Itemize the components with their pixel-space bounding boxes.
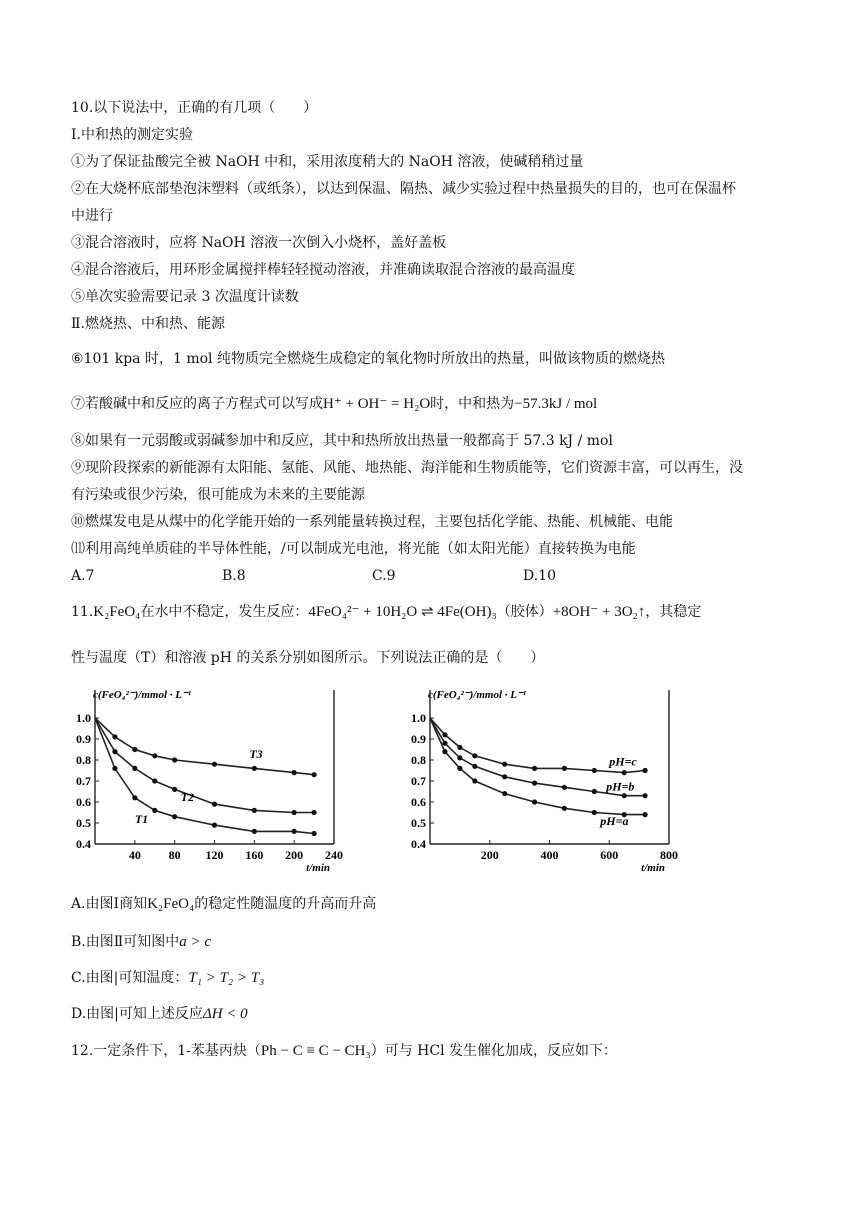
data-point <box>502 762 507 767</box>
y-tick-label: 0.8 <box>76 753 91 767</box>
data-point <box>562 766 567 771</box>
data-point <box>532 799 537 804</box>
data-point <box>442 732 447 737</box>
q11-stem-2: 性与温度（T）和溶液 pH 的关系分别如图所示。下列说法正确的是（ ） <box>71 650 545 666</box>
q10-stem: 10.以下说法中，正确的有几项（ ） <box>71 100 318 116</box>
x-tick-label: 240 <box>325 848 343 862</box>
data-point <box>442 741 447 746</box>
chart-ph <box>395 680 695 880</box>
x-axis-title: t/min <box>641 862 665 874</box>
q11-compound: K₂FeO₄ <box>93 604 141 620</box>
y-tick-label: 0.6 <box>411 795 426 809</box>
series-label: T3 <box>249 746 263 761</box>
data-point <box>172 787 177 792</box>
data-point <box>112 766 117 771</box>
q11-opt-c-pre: C.由图|可知温度： <box>71 970 189 986</box>
data-point <box>132 795 137 800</box>
data-point <box>532 766 537 771</box>
series-label: pH=c <box>609 754 637 769</box>
x-tick-label: 160 <box>245 848 264 862</box>
data-point <box>457 745 462 750</box>
q12-formula: Ph − C ≡ C − CH₃ <box>260 1043 371 1059</box>
q10-statement-8: ⑧如果有一元弱酸或弱碱参加中和反应，其中和热所放出热量一般都高于 57.3 kJ / mol <box>71 433 613 449</box>
q10-statement-2a: ②在大烧杯底部垫泡沫塑料（或纸条），以达到保温、隔热、减少实验过程中热量损失的目的，也可在保温杯 <box>71 181 736 197</box>
y-tick-label: 0.5 <box>76 816 91 830</box>
data-point <box>172 757 177 762</box>
data-point <box>457 766 462 771</box>
q10-section-1: Ⅰ.中和热的测定实验 <box>71 127 193 143</box>
series-label: T1 <box>134 812 149 826</box>
data-point <box>292 829 297 834</box>
q10-option-d: D.10 <box>523 568 556 584</box>
q11-equation: 4FeO₄²⁻ + 10H₂O ⇌ 4Fe(OH)₃ <box>308 604 497 620</box>
data-point <box>292 770 297 775</box>
q11-equation-2: +8OH⁻ + 3O₂↑ <box>552 604 646 620</box>
q11-stem <box>71 602 701 622</box>
data-point <box>562 785 567 790</box>
y-axis-title: c(FeO₄²⁻)/mmol · L⁻¹ <box>93 689 192 701</box>
q11-option-b <box>71 932 211 952</box>
y-tick-label: 0.8 <box>411 753 426 767</box>
q12-stem <box>71 1041 617 1061</box>
q12-stem-pre: 12.一定条件下，1-苯基丙炔（ <box>71 1043 261 1059</box>
x-tick-label: 40 <box>128 848 141 862</box>
data-point <box>212 762 217 767</box>
data-point <box>532 781 537 786</box>
q10-statement-5: ⑤单次实验需要记录 3 次温度计读数 <box>71 289 299 305</box>
x-axis-title: t/min <box>306 862 330 874</box>
chart-temperature <box>70 680 360 880</box>
x-tick-label: 120 <box>205 848 224 862</box>
data-point <box>643 812 648 817</box>
q11-num: 11. <box>71 604 94 620</box>
data-point <box>152 753 157 758</box>
data-point <box>457 755 462 760</box>
q11-opt-a-post: 的稳定性随温度的升高而升高 <box>194 896 377 912</box>
data-point <box>152 778 157 783</box>
data-point <box>622 793 627 798</box>
y-axis-title: c(FeO₄²⁻)/mmol · L⁻¹ <box>428 689 527 701</box>
x-tick-label: 200 <box>285 848 304 862</box>
data-point <box>252 829 257 834</box>
data-point <box>592 789 597 794</box>
data-point <box>212 802 217 807</box>
data-point <box>502 774 507 779</box>
q10-option-b: B.8 <box>222 568 246 584</box>
y-tick-label: 1.0 <box>411 711 426 725</box>
q10-statement-3: ③混合溶液时，应将 NaOH 溶液一次倒入小烧杯，盖好盖板 <box>71 235 447 251</box>
data-point <box>472 753 477 758</box>
data-point <box>562 806 567 811</box>
q10-option-c: C.9 <box>372 568 396 584</box>
q11-opt-b-pre: B.由图Ⅱ可知图中 <box>71 934 180 950</box>
q11-option-a <box>71 894 376 914</box>
q10-statement-10: ⑩燃煤发电是从煤中的化学能开始的一系列能量转换过程，主要包括化学能、热能、机械能、电能 <box>71 514 673 530</box>
data-point <box>311 810 316 815</box>
q11-colloid: （胶体） <box>496 604 553 620</box>
data-point <box>502 791 507 796</box>
s7-equation: H⁺ + OH⁻ = H₂O <box>323 396 431 412</box>
q10-statement-7 <box>71 394 597 414</box>
q10-statement-9b: 有污染或很少污染，很可能成为未来的主要能源 <box>71 487 365 503</box>
q11-opt-c-math: T₁ > T₂ > T₃ <box>188 970 265 986</box>
data-point <box>311 772 316 777</box>
data-point <box>112 734 117 739</box>
q11-opt-a-compound: K₂FeO₄ <box>147 896 195 912</box>
series-label: T2 <box>180 789 194 804</box>
y-tick-label: 0.9 <box>76 732 91 746</box>
y-tick-label: 0.9 <box>411 732 426 746</box>
data-point <box>592 768 597 773</box>
s7-pre: ⑦若酸碱中和反应的离子方程式可以写成 <box>71 396 323 412</box>
x-tick-label: 800 <box>660 848 678 862</box>
q12-stem-post: ）可与 HCl 发生催化加成，反应如下： <box>370 1043 618 1059</box>
data-point <box>472 764 477 769</box>
q10-statement-2b: 中进行 <box>71 208 113 224</box>
q11-option-c <box>71 968 264 988</box>
y-tick-label: 1.0 <box>76 711 91 725</box>
q10-statement-11: ⑾利用高纯单质硅的半导体性能，/可以制成光电池，将光能（如太阳光能）直接转换为电能 <box>71 541 636 557</box>
series-line <box>95 718 314 813</box>
q10-statement-6: ⑥101 kpa 时，1 mol 纯物质完全燃烧生成稳定的氧化物时所放出的热量，叫做该物质的燃烧热 <box>71 351 665 367</box>
q11-opt-d-math: ΔH < 0 <box>202 1006 248 1022</box>
data-point <box>132 766 137 771</box>
q10-statement-9a: ⑨现阶段探索的新能源有太阳能、氢能、风能、地热能、海洋能和生物质能等，它们资源丰富，可以再生，没 <box>71 460 743 476</box>
y-tick-label: 0.4 <box>411 837 426 851</box>
x-tick-label: 400 <box>540 848 559 862</box>
series-line <box>95 718 314 775</box>
data-point <box>292 810 297 815</box>
x-tick-label: 200 <box>480 848 499 862</box>
y-tick-label: 0.6 <box>76 795 91 809</box>
q10-section-2: Ⅱ.燃烧热、中和热、能源 <box>71 316 225 332</box>
data-point <box>212 823 217 828</box>
q11-opt-d-pre: D.由图|可知上述反应 <box>71 1006 203 1022</box>
q10-option-a: A.7 <box>71 568 95 584</box>
data-point <box>132 747 137 752</box>
y-tick-label: 0.4 <box>76 837 91 851</box>
series-line <box>95 718 314 834</box>
data-point <box>152 808 157 813</box>
y-tick-label: 0.7 <box>411 774 426 788</box>
x-tick-label: 600 <box>600 848 619 862</box>
data-point <box>252 808 257 813</box>
q11-opt-b-math: a > c <box>179 934 212 950</box>
q10-statement-4: ④混合溶液后，用环形金属搅拌棒轻轻搅动溶液，并准确读取混合溶液的最高温度 <box>71 262 575 278</box>
q10-statement-1: ①为了保证盐酸完全被 NaOH 中和，采用浓度稍大的 NaOH 溶液，使碱稍稍过量 <box>71 154 584 170</box>
x-tick-label: 80 <box>168 848 181 862</box>
data-point <box>172 814 177 819</box>
data-point <box>472 778 477 783</box>
data-point <box>643 793 648 798</box>
series-label: pH=b <box>606 779 635 794</box>
data-point <box>592 810 597 815</box>
y-tick-label: 0.5 <box>411 816 426 830</box>
data-point <box>643 768 648 773</box>
data-point <box>442 749 447 754</box>
s7-value: −57.3kJ / mol <box>514 396 598 412</box>
y-tick-label: 0.7 <box>76 774 91 788</box>
series-label: pH=a <box>600 814 629 829</box>
data-point <box>112 749 117 754</box>
q11-opt-a-pre: A.由图Ⅰ商知 <box>71 896 148 912</box>
data-point <box>252 766 257 771</box>
q11-option-d <box>71 1004 248 1024</box>
data-point <box>311 831 316 836</box>
data-point <box>622 770 627 775</box>
s7-post: 时，中和热为 <box>430 396 515 412</box>
q11-stem-end: ，其稳定 <box>645 604 702 620</box>
q11-stem-mid: 在水中不稳定，发生反应： <box>140 604 309 620</box>
